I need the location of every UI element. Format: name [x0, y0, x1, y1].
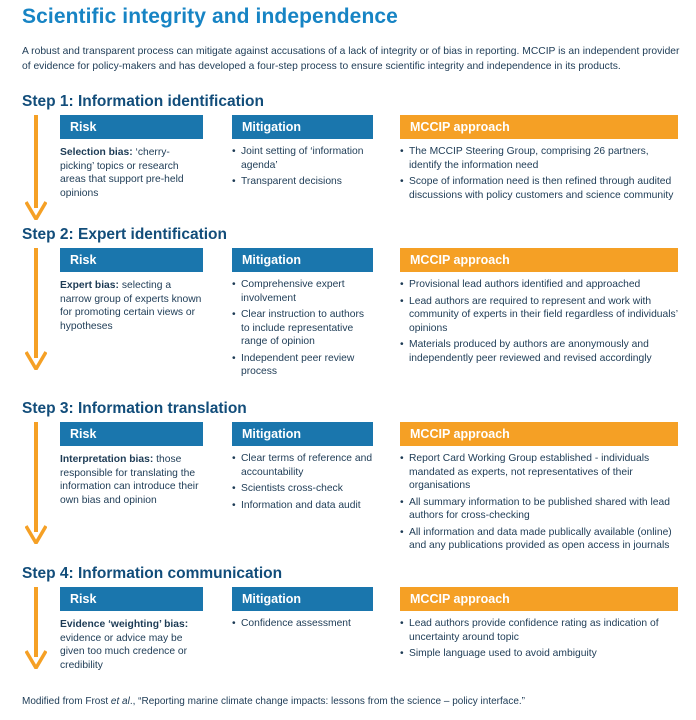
- risk-header: Risk: [60, 422, 203, 446]
- down-arrow-icon: [25, 115, 47, 220]
- mitigation-list: [232, 452, 373, 512]
- approach-column: [400, 115, 678, 205]
- bullet-icon: •: [400, 648, 404, 659]
- risk-header: Risk: [60, 248, 203, 272]
- risk-label: Selection bias:: [60, 147, 133, 158]
- risk-header: Risk: [60, 115, 203, 139]
- risk-description: [60, 453, 203, 507]
- risk-column: [60, 587, 203, 672]
- risk-column: [60, 115, 203, 200]
- list-item: • Joint setting of ‘information agenda’: [232, 146, 364, 171]
- mitigation-column: [232, 587, 373, 634]
- approach-list: [400, 145, 678, 202]
- list-item: • Confidence assessment: [232, 618, 351, 629]
- step-heading: Step 3: Information translation: [22, 400, 247, 417]
- bullet-icon: •: [400, 339, 404, 350]
- down-arrow-icon: [25, 422, 47, 544]
- mitigation-header: Mitigation: [232, 115, 373, 139]
- source-note: Modified from Frost et al., “Reporting marine climate change impacts: lessons from the science – policy interface.”: [22, 696, 525, 707]
- approach-header: MCCIP approach: [400, 422, 678, 446]
- list-item: • Comprehensive expert involvement: [232, 279, 345, 304]
- approach-list: [400, 617, 678, 661]
- bullet-icon: •: [232, 618, 236, 629]
- risk-description: [60, 279, 203, 333]
- risk-label: Expert bias:: [60, 280, 119, 291]
- list-item: • Materials produced by authors are anonymously and independently peer reviewed and revised accordingly: [400, 339, 652, 364]
- intro-paragraph: A robust and transparent process can mitigate against accusations of a lack of integrity or of bias in reporting. MCCIP is an independent provider of evidence for policy-makers and has developed a four-step process to ensure scientific integrity and independence in its products.: [22, 46, 680, 72]
- list-item: • Report Card Working Group established - individuals mandated as experts, not representatives of their organisations: [400, 453, 650, 491]
- bullet-icon: •: [400, 526, 404, 538]
- mitigation-list: [232, 145, 373, 189]
- mitigation-column: [232, 115, 373, 192]
- list-item: • Scope of information need is then refined through audited discussions with policy customers and science community: [400, 176, 674, 201]
- bullet-icon: •: [400, 496, 404, 508]
- mitigation-column: [232, 422, 373, 515]
- risk-label: Interpretation bias:: [60, 454, 154, 465]
- list-item: • Clear terms of reference and accountability: [232, 453, 373, 478]
- bullet-icon: •: [400, 618, 404, 629]
- approach-list: [400, 278, 678, 365]
- approach-header: MCCIP approach: [400, 115, 678, 139]
- list-item: • Lead authors are required to represent and work with community of experts in their field regardless of individuals’ opinions: [400, 295, 678, 334]
- down-arrow-icon: [25, 248, 47, 370]
- step-heading: Step 2: Expert identification: [22, 226, 227, 243]
- mitigation-header: Mitigation: [232, 422, 373, 446]
- mitigation-header: Mitigation: [232, 248, 373, 272]
- approach-column: [400, 248, 678, 368]
- mitigation-header: Mitigation: [232, 587, 373, 611]
- risk-detail: selecting a narrow group of experts known for promoting certain views or hypotheses: [60, 280, 202, 332]
- approach-column: [400, 422, 678, 556]
- page-title: Scientific integrity and independence: [22, 5, 398, 28]
- bullet-icon: •: [400, 279, 404, 290]
- bullet-icon: •: [232, 146, 236, 157]
- list-item: • The MCCIP Steering Group, comprising 26 partners, identify the information need: [400, 146, 649, 171]
- list-item: • All information and data made publically available (online) and any publications provided as open access in journals: [400, 526, 672, 551]
- risk-column: [60, 422, 203, 507]
- list-item: • Provisional lead authors identified and approached: [400, 279, 641, 290]
- mitigation-column: [232, 248, 373, 382]
- risk-detail: ‘cherry-picking’ topics or research areas that support pre-held opinions: [60, 147, 184, 199]
- mitigation-list: [232, 278, 373, 379]
- bullet-icon: •: [400, 176, 404, 187]
- risk-header: Risk: [60, 587, 203, 611]
- mitigation-list: [232, 617, 373, 631]
- risk-description: [60, 146, 203, 200]
- approach-list: [400, 452, 678, 553]
- bullet-icon: •: [400, 295, 404, 307]
- list-item: • Independent peer review process: [232, 352, 355, 377]
- bullet-icon: •: [232, 352, 236, 364]
- approach-header: MCCIP approach: [400, 248, 678, 272]
- bullet-icon: •: [232, 499, 236, 511]
- bullet-icon: •: [400, 146, 404, 157]
- approach-header: MCCIP approach: [400, 587, 678, 611]
- bullet-icon: •: [232, 483, 236, 494]
- list-item: • Transparent decisions: [232, 176, 342, 187]
- risk-label: Evidence ‘weighting’ bias:: [60, 619, 189, 630]
- list-item: • Scientists cross-check: [232, 483, 343, 494]
- bullet-icon: •: [232, 453, 236, 464]
- list-item: • Lead authors provide confidence rating as indication of uncertainty around topic: [400, 618, 659, 643]
- risk-detail: those responsible for translating the information can introduce their own bias and opinion: [60, 454, 199, 506]
- bullet-icon: •: [232, 309, 236, 320]
- risk-column: [60, 248, 203, 333]
- list-item: • Simple language used to avoid ambiguity: [400, 648, 597, 659]
- step-heading: Step 1: Information identification: [22, 93, 264, 110]
- bullet-icon: •: [232, 176, 236, 187]
- approach-column: [400, 587, 678, 664]
- down-arrow-icon: [25, 587, 47, 669]
- list-item: • All summary information to be published shared with lead authors for cross-checking: [400, 496, 670, 521]
- bullet-icon: •: [232, 279, 236, 290]
- list-item: • Clear instruction to authors to include representative range of opinion: [232, 309, 365, 347]
- bullet-icon: •: [400, 453, 404, 464]
- risk-description: [60, 618, 203, 672]
- step-heading: Step 4: Information communication: [22, 565, 283, 582]
- list-item: • Information and data audit: [232, 499, 361, 511]
- risk-detail: evidence or advice may be given too much credence or credibility: [60, 632, 188, 671]
